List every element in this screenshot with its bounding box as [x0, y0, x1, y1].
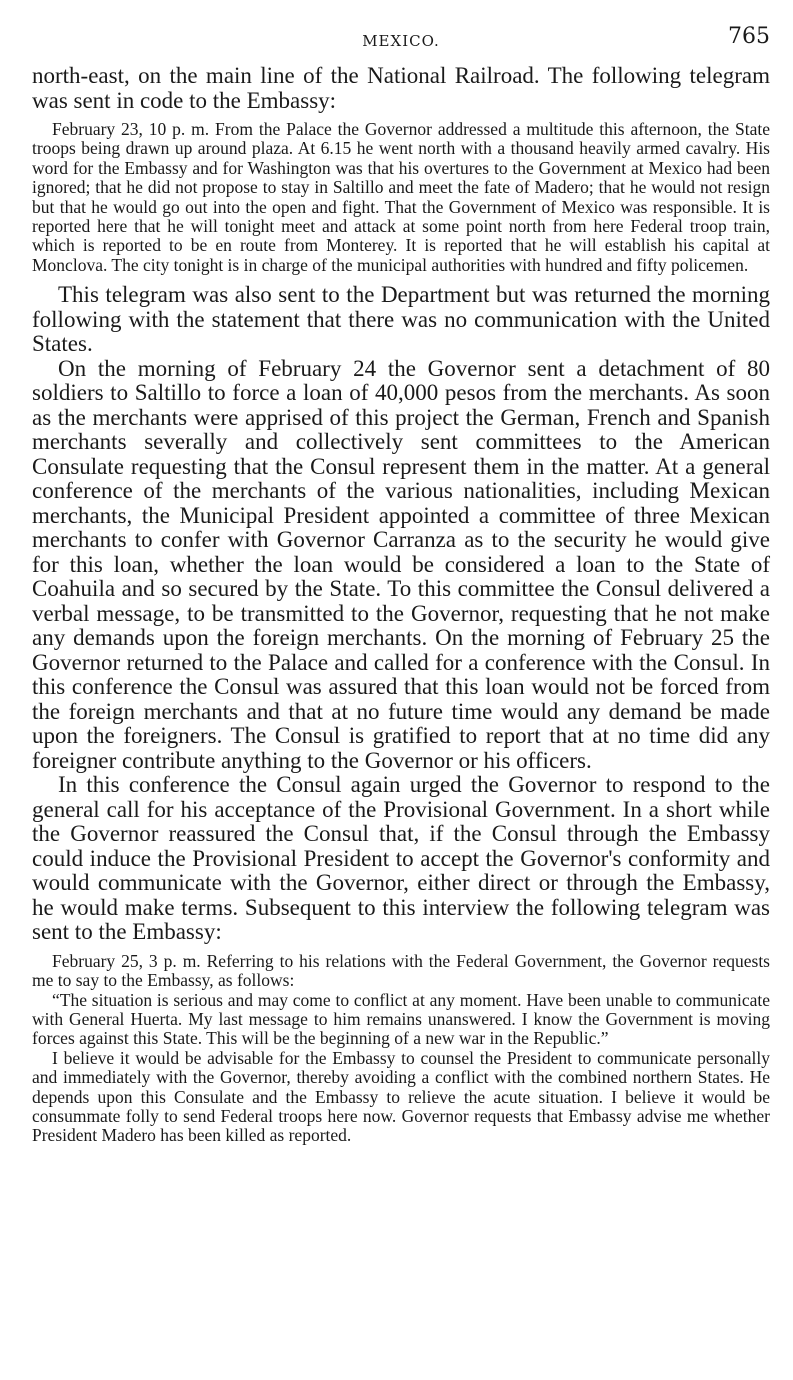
document-page: [32, 18, 770, 1154]
paragraph-provisional-government: In this conference the Consul again urged the Governor to respond to the general call for his acceptance of the Provisional Government. In a short while the Governor reassured the Consul that, if the Consul through the Embassy could induce the Provisional President to accept the Governor's conformity and would communicate with the Governor, either direct or through the Embassy, he would make terms. Subsequent to this interview the following telegram was sent to the Embassy:: [32, 772, 770, 945]
telegram-intro: February 25, 3 p. m. Referring to his relations with the Federal Government, the Governor requests me to say to the Embassy, as follows:: [32, 950, 770, 991]
telegram-feb-23: [32, 120, 770, 275]
telegram-text: February 23, 10 p. m. From the Palace the Governor addressed a multitude this afternoon, the State troops being drawn up around plaza. At 6.15 he went north with a thousand heavily armed cavalry. His word for the Embassy and for Washington was that his overtures to the Government at Mexico had been ignored; that he did not propose to stay in Saltillo and meet the fate of Madero; that he would not resign but that he would go out into the open and fight. That the Government of Mexico was responsible. It is reported here that he will tonight meet and attack at some point north from here Federal troop train, which is reported to be en route from Monterey. It is reported that he will establish his capital at Monclova. The city tonight is in charge of the municipal authorities with hundred and fifty policemen.: [32, 119, 770, 275]
telegram-consul-advice: I believe it would be advisable for the Embassy to counsel the President to communicate personally and immediately with the Governor, thereby avoiding a conflict with the combined northern States. He depends upon this Consulate and the Embassy to relieve the acute situation. I believe it would be consummate folly to send Federal troops here now. Governor requests that Embassy advise me whether President Madero has been killed as reported.: [32, 1047, 770, 1146]
paragraph-forced-loan: On the morning of February 24 the Governor sent a detachment of 80 soldiers to Saltillo to force a loan of 40,000 pesos from the merchants. As soon as the merchants were apprised of this project the German, French and Spanish merchants severally and collectively sent committees to the American Consulate requesting that the Consul represent them in the matter. At a general conference of the merchants of the various nationalities, including Mexican merchants, the Municipal President appointed a committee of three Mexican merchants to confer with Governor Carranza as to the security he would give for this loan, whether the loan would be considered a loan to the State of Coahuila and so secured by the State. To this committee the Consul delivered a verbal message, to be transmitted to the Governor, requesting that he not make any demands upon the foreign merchants. On the morning of February 25 the Governor returned to the Palace and called for a conference with the Consul. In this conference the Consul was assured that this loan would not be forced from the foreign merchants and that at no future time would any demand be made upon the foreigners. The Consul is gratified to report that at no time did any foreigner contribute anything to the Governor or his officers.: [32, 355, 770, 773]
paragraph-continuation: north-east, on the main line of the National Railroad. The following telegram was sent in code to the Embassy:: [32, 63, 770, 113]
running-head: MEXICO.: [362, 32, 440, 50]
paragraph-returned-telegram: This telegram was also sent to the Department but was returned the morning following with the statement that there was no communication with the United States.: [32, 282, 770, 357]
telegram-governor-statement: “The situation is serious and may come to conflict at any moment. Have been unable to communicate with General Huerta. My last message to him remains unanswered. I know the Government is moving forces against this State. This will be the beginning of a new war in the Republic.”: [32, 989, 770, 1049]
telegram-feb-25: [32, 952, 770, 1146]
page-number: 765: [728, 24, 770, 49]
page-header: [32, 18, 770, 64]
